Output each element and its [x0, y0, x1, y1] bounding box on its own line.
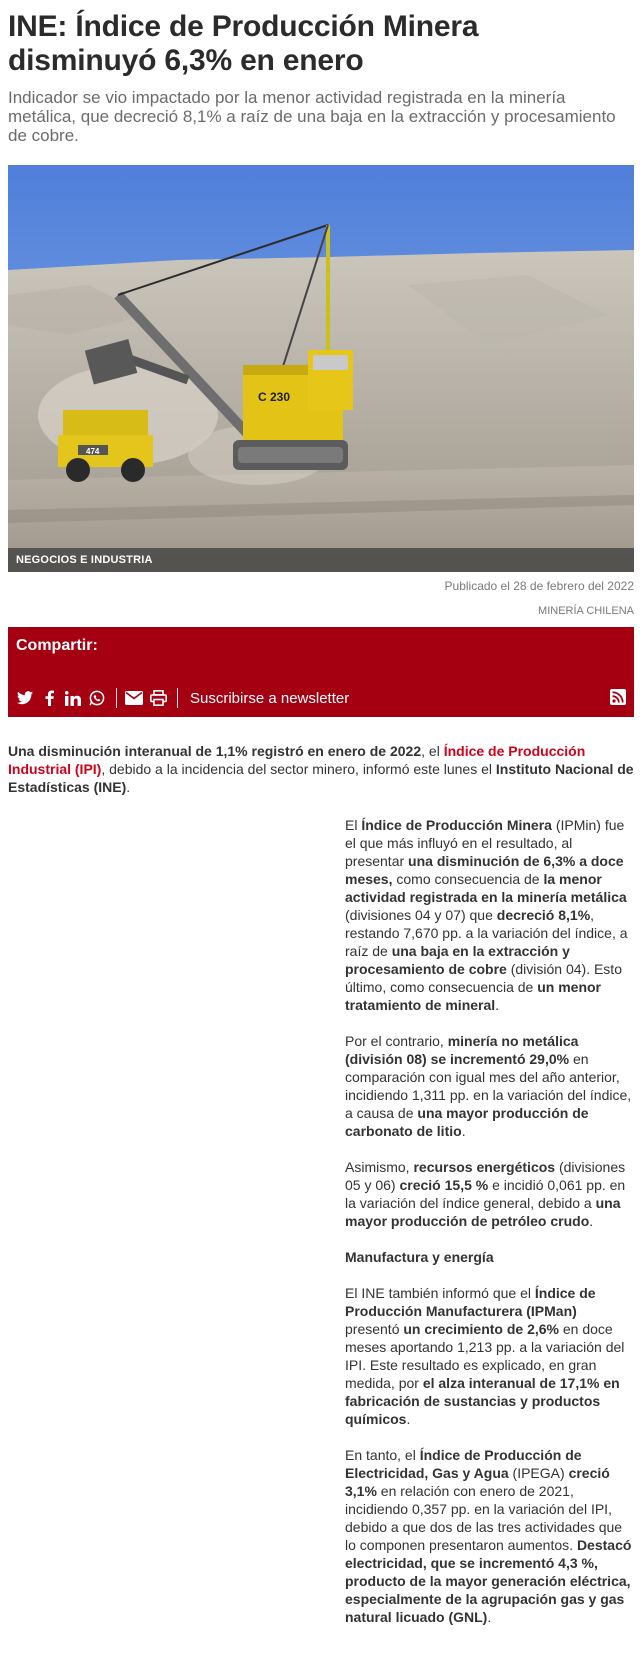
truck-label: 474	[86, 447, 100, 456]
body-paragraph: En tanto, el Índice de Producción de Electricidad, Gas y Agua (IPEGA) creció 3,1% en relación con enero de 2021, incidiendo 0,357 pp. en la variación del IPI, debido a que dos de las tres actividades que lo componen presentaron aumentos. Destacó electricidad, que se incrementó 4,3 %, producto de la mayor generación eléctrica, especialmente de la agrupación gas y gas natural licuado (GNL).	[345, 1447, 632, 1625]
lead-bold: Una disminución interanual de 1,1% registró en enero de 2022	[8, 743, 422, 759]
source-name: MINERÍA CHILENA	[538, 605, 634, 617]
lead-bold: Instituto Nacional de Estadísticas (INE)	[8, 761, 634, 795]
facebook-icon[interactable]	[40, 689, 58, 707]
share-divider	[116, 688, 117, 708]
share-row	[16, 686, 626, 710]
newsletter-link[interactable]: Suscribirse a newsletter	[190, 689, 350, 707]
lead-text: .	[126, 779, 131, 795]
print-icon[interactable]	[149, 689, 167, 707]
article-body	[345, 816, 634, 1626]
lead-paragraph	[8, 742, 634, 796]
share-divider	[177, 688, 178, 708]
body-paragraph: Asimismo, recursos energéticos (divisiones 05 y 06) creció 15,5 % e incidió 0,061 pp. en la variación del índice general, debido a una mayor producción de petróleo crudo.	[345, 1159, 626, 1229]
share-bar	[8, 627, 634, 717]
lead-text: , debido a la incidencia del sector minero, informó este lunes el	[101, 761, 496, 777]
share-title: Compartir:	[16, 637, 98, 654]
article-subtitle: Indicador se vio impactado por la menor actividad registrada en la minería metálica, que decreció 8,1% a raíz de una baja en la extracción y procesamiento de cobre.	[8, 88, 616, 145]
article-page	[0, 10, 642, 1626]
hero-image	[8, 165, 634, 572]
body-paragraph: Por el contrario, minería no metálica (división 08) se incrementó 29,0% en comparación con igual mes del año anterior, incidiendo 1,311 pp. en la variación del índice, a causa de una mayor producción de carbonato de litio.	[345, 1033, 632, 1139]
rss-icon[interactable]	[610, 689, 626, 705]
body-paragraph: El Índice de Producción Minera (IPMin) fue el que más influyó en el resultado, al presentar una disminución de 6,3% a doce meses, como consecuencia de la menor actividad registrada en la minería metálica (divisiones 04 y 07) que decreció 8,1%, restando 7,670 pp. a la variación del índice, a raíz de una baja en la extracción y procesamiento de cobre (división 04). Esto último, como consecuencia de un menor tratamiento de mineral.	[345, 817, 628, 1013]
lead-text: , el	[421, 743, 444, 759]
email-icon[interactable]	[125, 689, 143, 707]
section-heading: Manufactura y energía	[345, 1249, 494, 1265]
published-date: Publicado el 28 de febrero del 2022	[444, 579, 634, 593]
whatsapp-icon[interactable]	[88, 689, 106, 707]
linkedin-icon[interactable]	[64, 689, 82, 707]
category-tag[interactable]: NEGOCIOS E INDUSTRIA	[8, 548, 634, 572]
twitter-icon[interactable]	[16, 689, 34, 707]
ipi-link[interactable]: Índice de Producción Industrial (IPI)	[8, 743, 586, 777]
page-title: INE: Índice de Producción Minera disminuyó 6,3% en enero	[8, 10, 479, 77]
body-paragraph: El INE también informó que el Índice de Producción Manufacturera (IPMan) presentó un crecimiento de 2,6% en doce meses aportando 1,213 pp. a la variación del IPI. Este resultado es explicado, en gran medida, por el alza interanual de 17,1% en fabricación de sustancias y productos químicos.	[345, 1285, 625, 1427]
mining-shovel-photo	[8, 165, 634, 572]
shovel-label: C 230	[258, 390, 291, 404]
